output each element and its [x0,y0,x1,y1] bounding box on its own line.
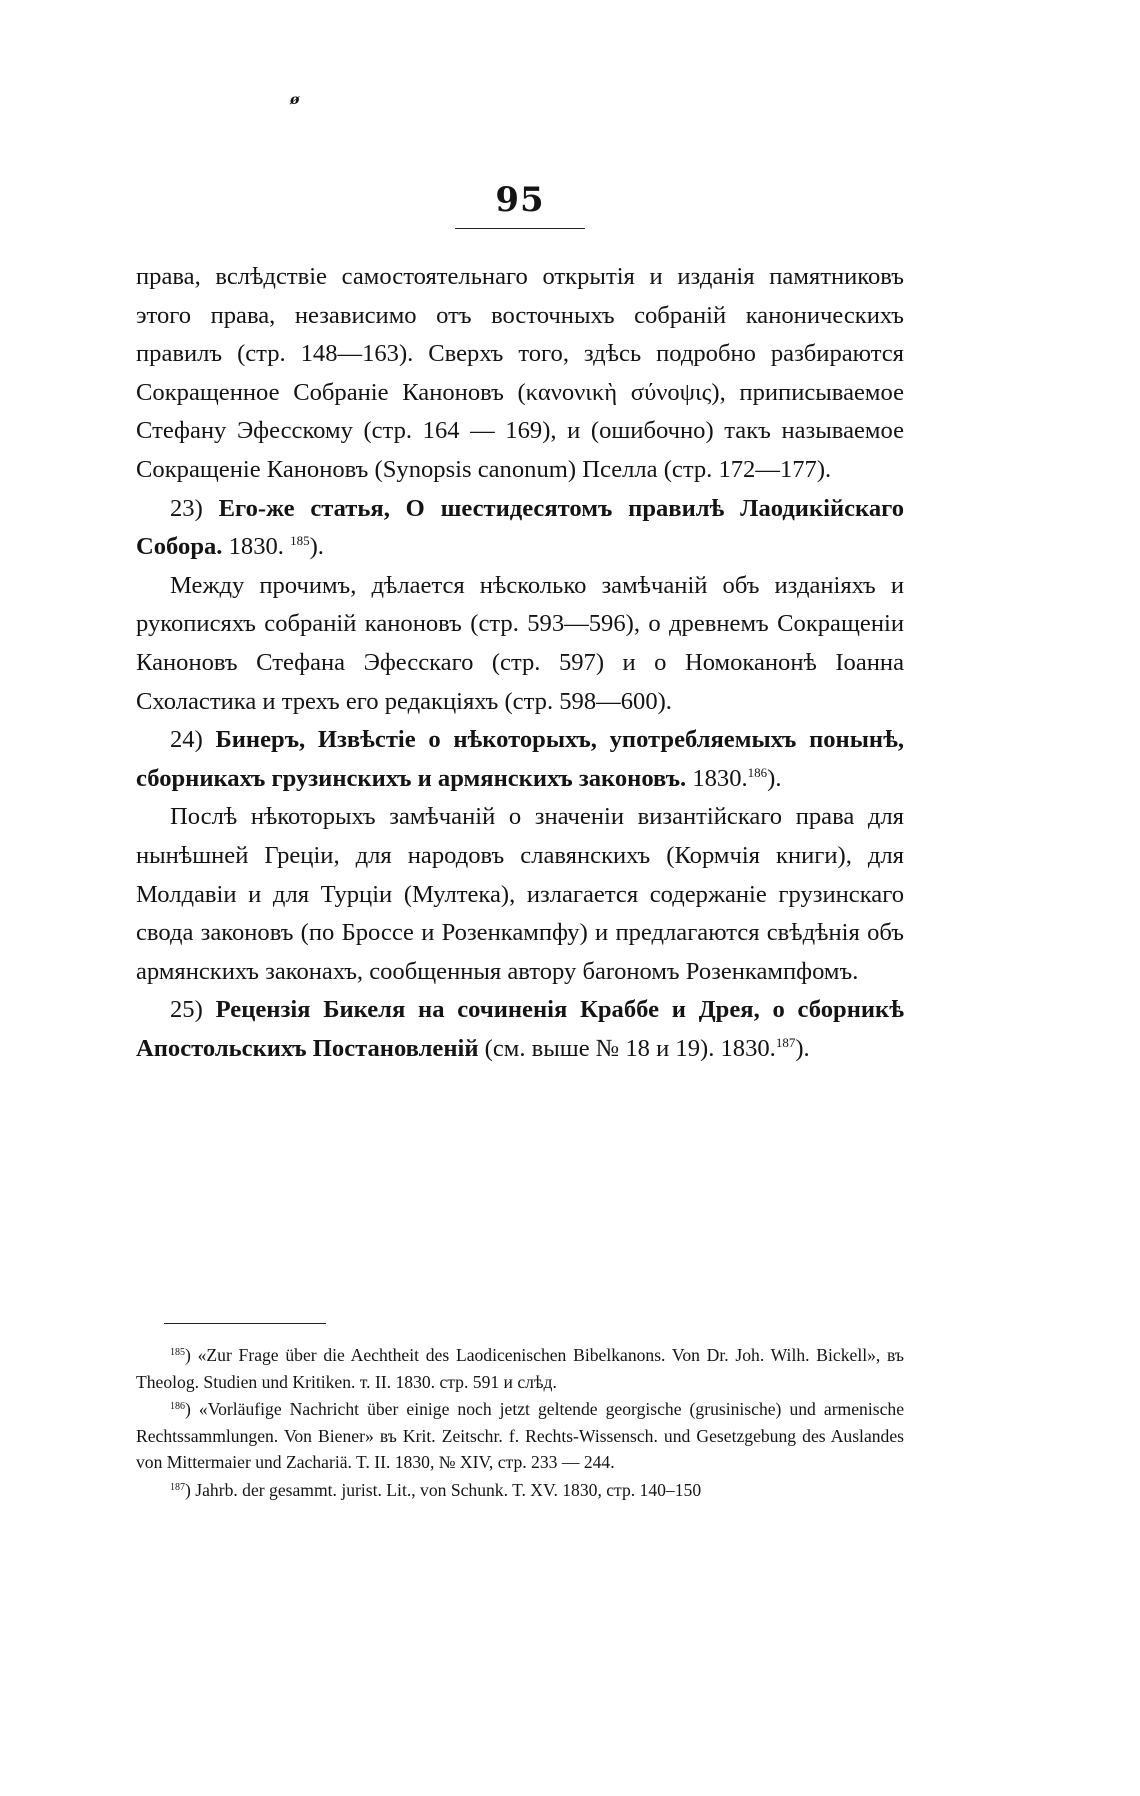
item-end: ). [795,1034,810,1062]
footnote-rule [164,1323,326,1324]
footnote-ref-187: 187 [775,1034,796,1050]
footnote-186 [136,1396,904,1476]
item-number: 24) [170,726,203,754]
bibliography-item-23 [136,490,904,567]
footnote-mark: 186 [170,1401,185,1413]
footnotes [136,1342,904,1505]
page-number: 95 [495,180,545,220]
body-text [136,258,904,1068]
footnote-ref-185: 185 [290,533,310,549]
item-year: 1830. [686,764,748,792]
item-number: 23) [170,494,203,522]
item-title: Рецензія Бикеля на сочиненія Краббе и Дрея, о сборникѣ Апостольскихъ Постановленій [136,996,904,1062]
item-title: Бинеръ, Извѣстіе о нѣкоторыхъ, употребляемыхъ понынѣ, сборникахъ грузинскихъ и армянскихъ законовъ. [136,726,904,792]
footnote-187 [136,1477,904,1504]
footnote-ref-186: 186 [747,764,768,780]
footnote-mark: 187 [170,1481,185,1493]
bibliography-item-24 [136,721,904,798]
item-end: ). [309,533,324,561]
item-rest: (см. выше № 18 и 19). 1830. [478,1034,776,1062]
ink-speck: ø [290,92,300,108]
header-rule [455,228,585,229]
item-title: Его-же статья, О шестидесятомъ правилѣ Лаодикійскаго Собора. [136,494,905,561]
footnote-185 [136,1342,904,1395]
item-number: 25) [170,996,203,1024]
paragraph-item-24-summary: Послѣ нѣкоторыхъ замѣчаній о значеніи византійскаго права для нынѣшней Греціи, для народовъ славянскихъ (Кормчія книги), для Молдавіи и для Турціи (Мултека), излагается содержаніе грузинскаго свода законовъ (по Броссе и Розенкампфу) и предлагаются свѣдѣнія объ армянскихъ законахъ, сообщенныя автору бarономъ Розенкампфомъ. [136,803,904,985]
bibliography-item-25 [136,991,904,1068]
paragraph-item-23-summary: Между прочимъ, дѣлается нѣсколько замѣчаній объ изданіяхъ и рукописяхъ собраній каноновъ (стр. 593—596), о древнемъ Сокращеніи Каноновъ Стефана Эфесскаго (стр. 597) и о Номоканонѣ Іоанна Схоластика и трехъ его редакціяхъ (стр. 598—600). [136,571,904,715]
item-end: ). [767,764,782,792]
item-year: 1830. [222,533,291,561]
footnote-text: ) «Vorläufige Nachricht über einige noch jetzt geltende georgische (grusinische) und armenische Rechtssammlungen. Von Biener» въ Krit. Zeitschr. f. Rechts-Wissensch. und Gesetzgebung des Auslandes von Mittermaier und Zachariä. T. II. 1830, № XIV, стр. 233 — 244. [136,1399,904,1473]
footnote-text: ) «Zur Frage über die Aechtheit des Laodicenischen Bibelkanons. Von Dr. Joh. Wilh. Bickell», въ Theolog. Studien und Kritiken. т. II. 1830. стр. 591 и слѣд. [136,1345,904,1392]
footnote-text: ) Jahrb. der gesammt. jurist. Lit., von Schunk. T. XV. 1830, стр. 140–150 [185,1479,702,1500]
paragraph-continuation: права, вслѣдствіе самостоятельнаго открытія и изданія памятниковъ этого права, независимо отъ восточныхъ собраній каноническихъ правилъ (стр. 148—163). Сверхъ того, здѣсь подробно разбираются Сокращенное Собраніе Каноновъ (κανονικὴ σύνοψις), приписываемое Стефану Эфесскому (стр. 164 — 169), и (ошибочно) такъ называемое Сокращеніе Каноновъ (Synopsis canonum) Пселла (стр. 172—177). [136,263,904,483]
footnote-mark: 185 [170,1347,185,1358]
